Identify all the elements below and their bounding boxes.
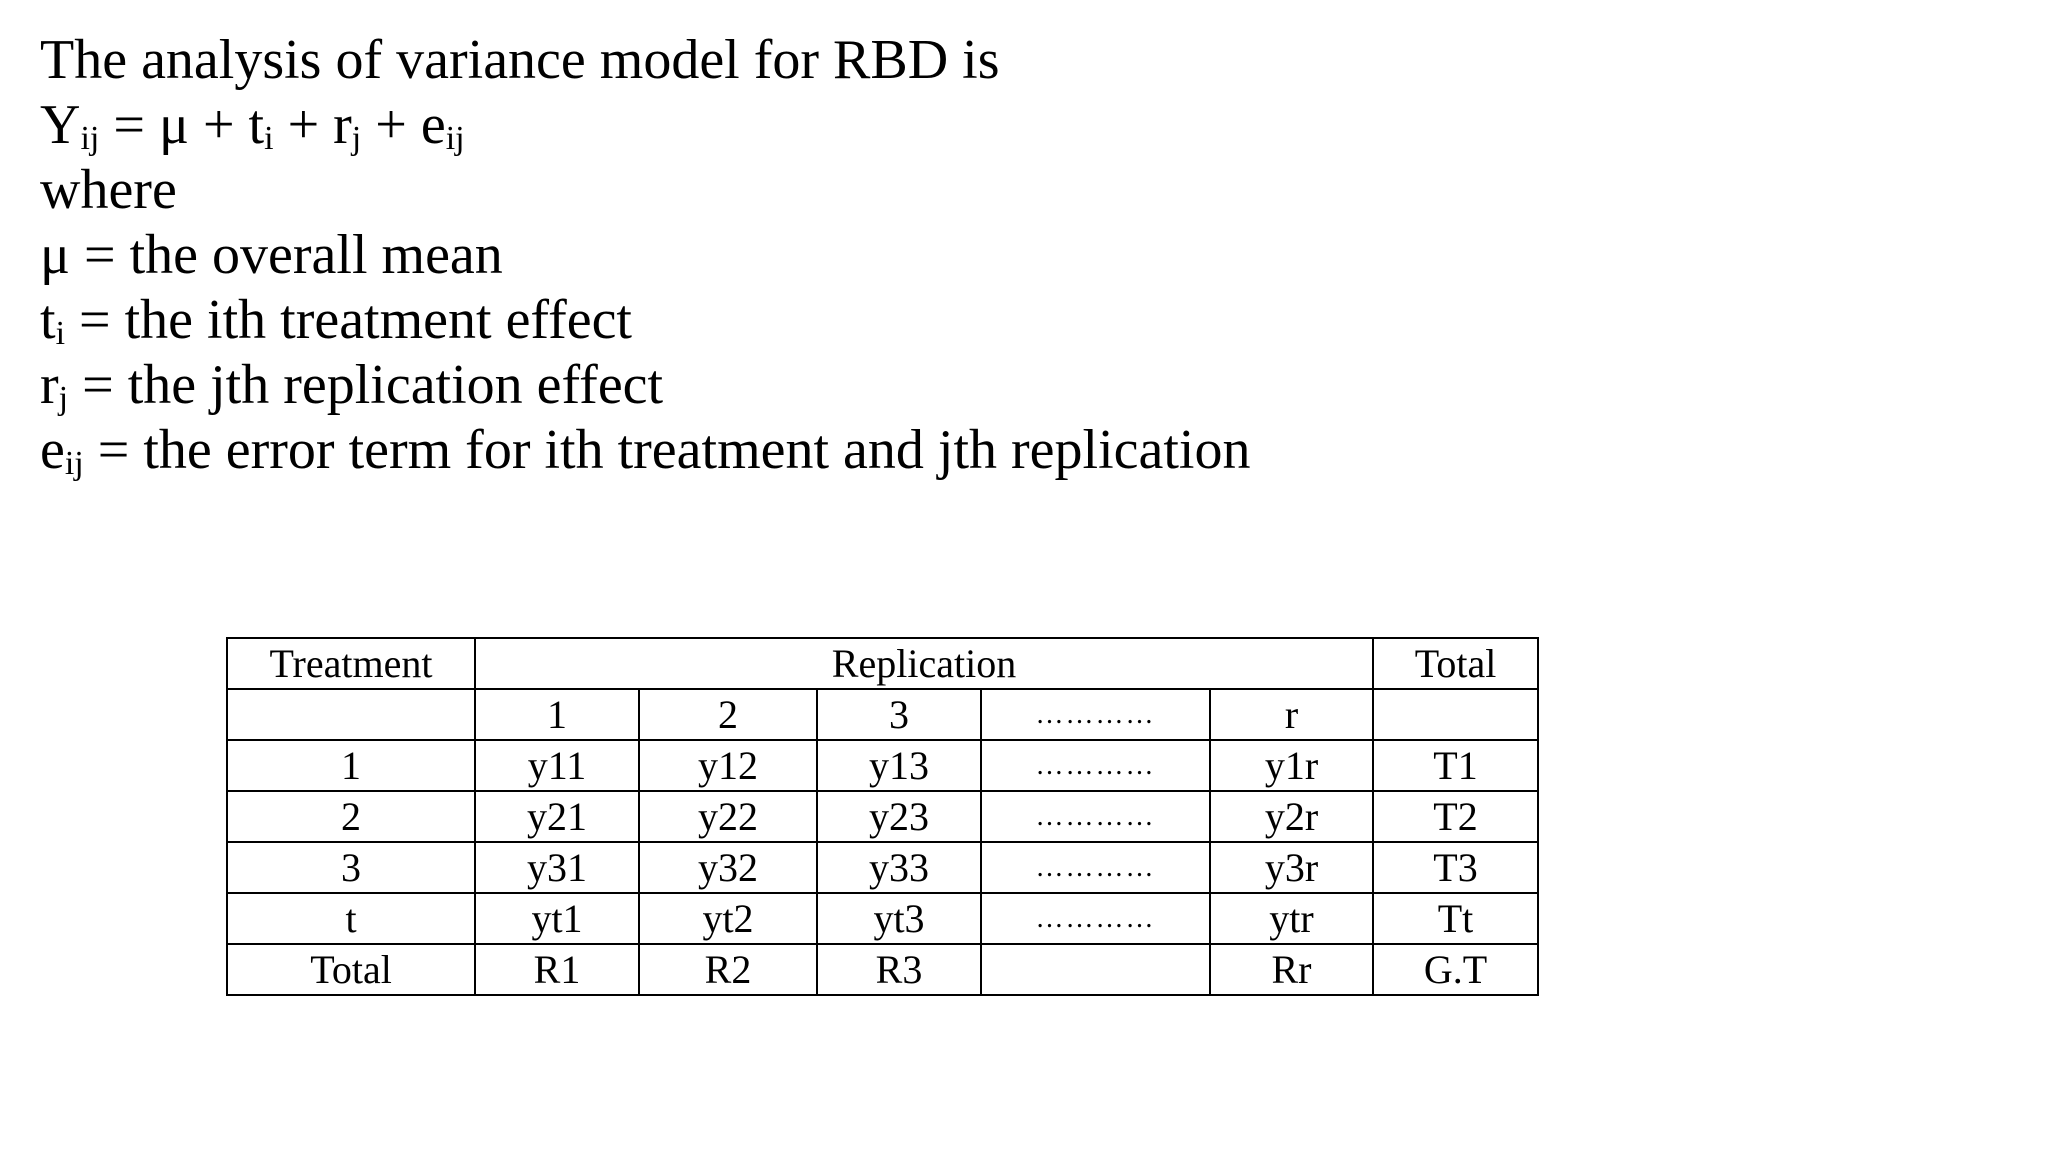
table-row — [227, 740, 1538, 791]
table-row — [227, 791, 1538, 842]
table-cell: yt2 — [639, 893, 817, 944]
table-cell: y21 — [475, 791, 639, 842]
where-label: where — [40, 159, 177, 221]
heading: The analysis of variance model for RBD is — [40, 29, 1000, 91]
header-treatment: Treatment — [227, 638, 475, 689]
model-equation — [40, 93, 1940, 158]
rep-dots: ………… — [981, 689, 1210, 740]
empty-cell — [1373, 689, 1538, 740]
rep-number: 2 — [639, 689, 817, 740]
table-dots: ………… — [981, 791, 1210, 842]
replication-total: R1 — [475, 944, 639, 995]
def-symbol: μ — [40, 224, 71, 286]
rep-number: 3 — [817, 689, 981, 740]
def-replication — [40, 353, 1940, 418]
table-row — [227, 842, 1538, 893]
table-cell: yt1 — [475, 893, 639, 944]
row-total: T2 — [1373, 791, 1538, 842]
def-symbol: e — [40, 419, 65, 481]
treatment-label: 3 — [227, 842, 475, 893]
t-subscript: i — [264, 120, 274, 157]
table-dots: ………… — [981, 893, 1210, 944]
table-cell: y13 — [817, 740, 981, 791]
def-symbol: r — [40, 354, 59, 416]
rep-number: r — [1210, 689, 1373, 740]
table-cell: y12 — [639, 740, 817, 791]
treatment-label: t — [227, 893, 475, 944]
y-symbol: Y — [40, 94, 81, 156]
table-cell: y11 — [475, 740, 639, 791]
table-dots: ………… — [981, 842, 1210, 893]
def-subscript: j — [58, 380, 69, 417]
empty-cell — [227, 689, 475, 740]
r-subscript: j — [351, 120, 362, 157]
eq-part-2: + r — [273, 94, 352, 156]
eq-part-1: = μ + t — [99, 94, 265, 156]
def-error — [40, 418, 1940, 483]
table-cell: ytr — [1210, 893, 1373, 944]
model-text — [40, 28, 1940, 483]
replication-total: R3 — [817, 944, 981, 995]
replication-total: R2 — [639, 944, 817, 995]
treatment-label: 1 — [227, 740, 475, 791]
def-treatment — [40, 288, 1940, 353]
rbd-layout-table — [226, 637, 1539, 996]
y-subscript: ij — [80, 120, 100, 157]
table-cell: y31 — [475, 842, 639, 893]
table-header-row — [227, 638, 1538, 689]
grand-total: G.T — [1373, 944, 1538, 995]
replication-number-row — [227, 689, 1538, 740]
replication-total: Rr — [1210, 944, 1373, 995]
table-cell: y2r — [1210, 791, 1373, 842]
e-subscript: ij — [445, 120, 465, 157]
def-subscript: ij — [64, 445, 84, 482]
eq-part-3: + e — [361, 94, 446, 156]
def-text: = the jth replication effect — [68, 354, 664, 416]
table-cell: y33 — [817, 842, 981, 893]
table-cell: yt3 — [817, 893, 981, 944]
def-mean — [40, 223, 1940, 288]
table-dots: ………… — [981, 740, 1210, 791]
def-subscript: i — [55, 315, 66, 352]
header-total: Total — [1373, 638, 1538, 689]
header-replication: Replication — [475, 638, 1373, 689]
def-symbol: t — [40, 289, 56, 351]
table-row — [227, 893, 1538, 944]
row-total: Tt — [1373, 893, 1538, 944]
table-cell: y1r — [1210, 740, 1373, 791]
table-cell: y3r — [1210, 842, 1373, 893]
def-text: = the overall mean — [70, 224, 503, 286]
def-text: = the ith treatment effect — [65, 289, 632, 351]
totals-label: Total — [227, 944, 475, 995]
totals-row — [227, 944, 1538, 995]
row-total: T1 — [1373, 740, 1538, 791]
rep-number: 1 — [475, 689, 639, 740]
table-cell: y23 — [817, 791, 981, 842]
row-total: T3 — [1373, 842, 1538, 893]
table-cell: y32 — [639, 842, 817, 893]
empty-cell — [981, 944, 1210, 995]
def-text: = the error term for ith treatment and jth replication — [83, 419, 1251, 481]
table-cell: y22 — [639, 791, 817, 842]
treatment-label: 2 — [227, 791, 475, 842]
